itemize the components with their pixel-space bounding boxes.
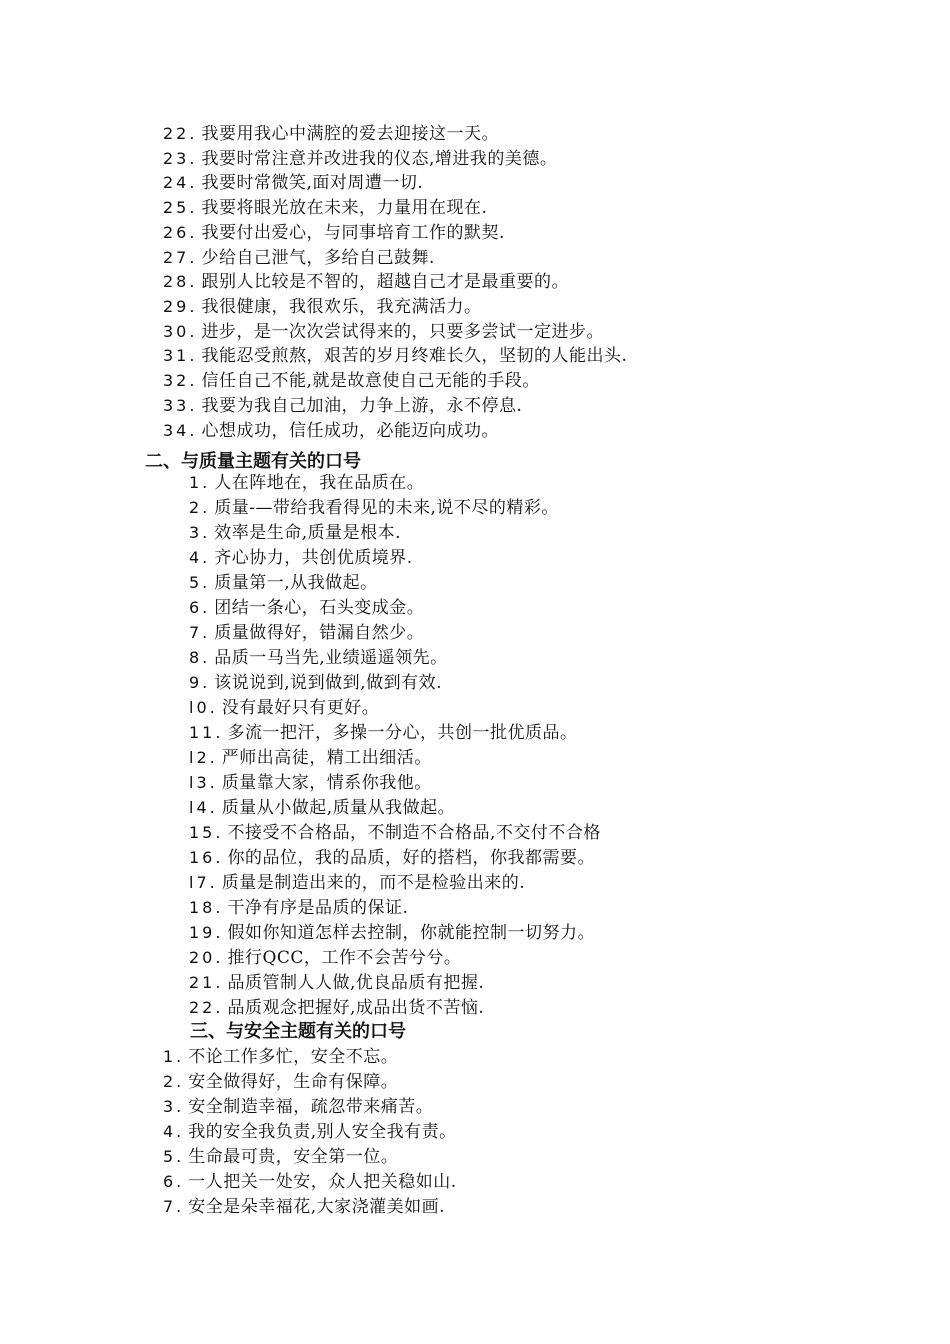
item-text: 我能忍受煎熬，艰苦的岁月终难长久，坚韧的人能出头. (201, 346, 628, 366)
list-item (189, 871, 525, 896)
list-item (189, 771, 432, 796)
list-item (163, 171, 423, 196)
list-item (189, 671, 442, 696)
item-text: 假如你知道怎样去控制，你就能控制一切努力。 (227, 923, 595, 943)
list-item (163, 320, 604, 345)
item-text: 我要将眼光放在未来，力量用在现在. (201, 198, 488, 218)
item-text: 心想成功，信任成功，必能迈向成功。 (201, 421, 499, 441)
item-text: 一人把关一处安，众人把关稳如山. (188, 1172, 457, 1192)
item-text: 严师出高徒，精工出细活。 (221, 748, 432, 768)
item-text: 不接受不合格品，不制造不合格品,不交付不合格 (227, 823, 601, 843)
item-text: 效率是生命,质量是根本. (214, 523, 402, 543)
list-item (189, 796, 455, 821)
list-item (163, 1145, 398, 1170)
item-text: 信任自己不能,就是故意使自己无能的手段。 (201, 371, 540, 391)
item-text: 我要时常注意并改进我的仪态,增进我的美德。 (201, 149, 558, 169)
list-item (189, 496, 559, 521)
item-text: 生命最可贵，安全第一位。 (188, 1147, 399, 1167)
list-item (189, 621, 424, 646)
list-item (189, 746, 432, 771)
item-text: 我很健康，我很欢乐，我充满活力。 (201, 297, 482, 317)
list-item (163, 1095, 433, 1120)
item-text: 该说说到,说到做到,做到有效. (214, 673, 442, 693)
list-item (189, 521, 401, 546)
item-text: 质量-—带给我看得见的未来,说不尽的精彩。 (214, 498, 559, 518)
item-number: 1. (189, 473, 211, 492)
item-number: l4. (189, 798, 218, 817)
item-number: 34. (163, 421, 198, 440)
list-item (163, 147, 557, 172)
item-number: 33. (163, 396, 198, 415)
item-text: 我要时常微笑,面对周遭一切. (201, 173, 424, 193)
item-number: 9. (189, 673, 211, 692)
item-number: 7. (163, 1197, 185, 1216)
list-item (163, 295, 481, 320)
list-item (189, 996, 484, 1021)
item-number: 6. (189, 598, 211, 617)
item-number: 31. (163, 346, 198, 365)
item-text: 安全制造幸福，疏忽带来痛苦。 (188, 1097, 434, 1117)
list-item (189, 546, 413, 571)
list-item (163, 1120, 457, 1145)
list-item (189, 896, 408, 921)
list-item (163, 1195, 445, 1220)
list-item (163, 122, 499, 147)
item-text: 多流一把汗，多操一分心，共创一批优质品。 (227, 723, 578, 743)
list-item (189, 596, 424, 621)
item-text: 我要用我心中满腔的爱去迎接这一天。 (201, 124, 499, 144)
list-item (189, 571, 378, 596)
item-text: 我要为我自己加油，力争上游，永不停息. (201, 396, 523, 416)
list-item (163, 1070, 398, 1095)
item-number: l0. (189, 698, 218, 717)
item-number: 4. (189, 548, 211, 567)
item-number: 4. (163, 1122, 185, 1141)
item-number: 3. (189, 523, 211, 542)
item-number: 27. (163, 248, 198, 267)
list-item (189, 946, 461, 971)
item-text: 不论工作多忙，安全不忘。 (188, 1047, 399, 1067)
item-number: 26. (163, 223, 198, 242)
list-item (163, 246, 435, 271)
item-number: 6. (163, 1172, 185, 1191)
list-item (163, 1045, 398, 1070)
item-number: 30. (163, 322, 198, 341)
item-number: 3. (163, 1097, 185, 1116)
list-item (163, 419, 499, 444)
item-text: 干净有序是品质的保证. (227, 898, 409, 918)
item-text: 少给自己泄气，多给自己鼓舞. (201, 248, 435, 268)
item-number: 7. (189, 623, 211, 642)
list-item (189, 921, 595, 946)
item-number: l2. (189, 748, 218, 767)
list-item (189, 721, 577, 746)
item-text: 齐心协力，共创优质境界. (214, 548, 413, 568)
item-text: 安全做得好，生命有保障。 (188, 1072, 399, 1092)
list-item (189, 846, 595, 871)
list-item (163, 369, 540, 394)
item-number: 25. (163, 198, 198, 217)
item-text: 质量靠大家，情系你我他。 (221, 773, 432, 793)
list-item (163, 1170, 457, 1195)
item-number: l7. (189, 873, 218, 892)
item-number: 22. (163, 124, 198, 143)
item-number: 21. (189, 973, 224, 992)
list-item (163, 196, 487, 221)
item-number: 11. (189, 723, 224, 742)
item-text: 品质管制人人做,优良品质有把握. (227, 973, 485, 993)
item-number: 5. (163, 1147, 185, 1166)
item-text: 安全是朵幸福花,大家浇灌美如画. (188, 1197, 446, 1217)
item-text: 品质观念把握好,成品出货不苦恼. (227, 998, 485, 1018)
list-item (189, 821, 601, 846)
item-number: 29. (163, 297, 198, 316)
item-number: 24. (163, 173, 198, 192)
item-number: 18. (189, 898, 224, 917)
item-text: 没有最好只有更好。 (221, 698, 380, 718)
item-text: 质量做得好，错漏自然少。 (214, 623, 425, 643)
item-number: 2. (189, 498, 211, 517)
list-item (163, 221, 505, 246)
item-text: 推行QCC，工作不会苦兮兮。 (227, 948, 462, 968)
item-number: 2. (163, 1072, 185, 1091)
item-number: 15. (189, 823, 224, 842)
item-number: 32. (163, 371, 198, 390)
item-number: l3. (189, 773, 218, 792)
item-text: 人在阵地在，我在品质在。 (214, 473, 425, 493)
item-text: 团结一条心，石头变成金。 (214, 598, 425, 618)
item-number: 5. (189, 573, 211, 592)
item-text: 你的品位，我的品质，好的搭档，你我都需要。 (227, 848, 595, 868)
item-number: 28. (163, 272, 198, 291)
item-text: 进步，是一次次尝试得来的，只要多尝试一定进步。 (201, 322, 604, 342)
item-text: 品质一马当先,业绩遥遥领先。 (214, 648, 448, 668)
item-text: 质量是制造出来的，而不是检验出来的. (221, 873, 526, 893)
section-heading-safety: 三、与安全主题有关的口号 (190, 1021, 406, 1042)
item-number: 23. (163, 149, 198, 168)
list-item (189, 471, 424, 496)
list-item (189, 646, 448, 671)
list-item (189, 696, 379, 721)
list-item (189, 971, 484, 996)
item-number: 8. (189, 648, 211, 667)
item-text: 我要付出爱心，与同事培育工作的默契. (201, 223, 505, 243)
item-text: 质量第一,从我做起。 (214, 573, 378, 593)
list-item (163, 270, 569, 295)
item-text: 我的安全我负责,别人安全我有责。 (188, 1122, 457, 1142)
item-number: 16. (189, 848, 224, 867)
item-text: 跟别人比较是不智的，超越自己才是最重要的。 (201, 272, 569, 292)
item-number: 19. (189, 923, 224, 942)
item-text: 质量从小做起,质量从我做起。 (221, 798, 456, 818)
item-number: 1. (163, 1047, 185, 1066)
item-number: 20. (189, 948, 224, 967)
list-item (163, 344, 627, 369)
item-number: 22. (189, 998, 224, 1017)
section-heading-quality: 二、与质量主题有关的口号 (145, 451, 361, 472)
list-item (163, 394, 522, 419)
